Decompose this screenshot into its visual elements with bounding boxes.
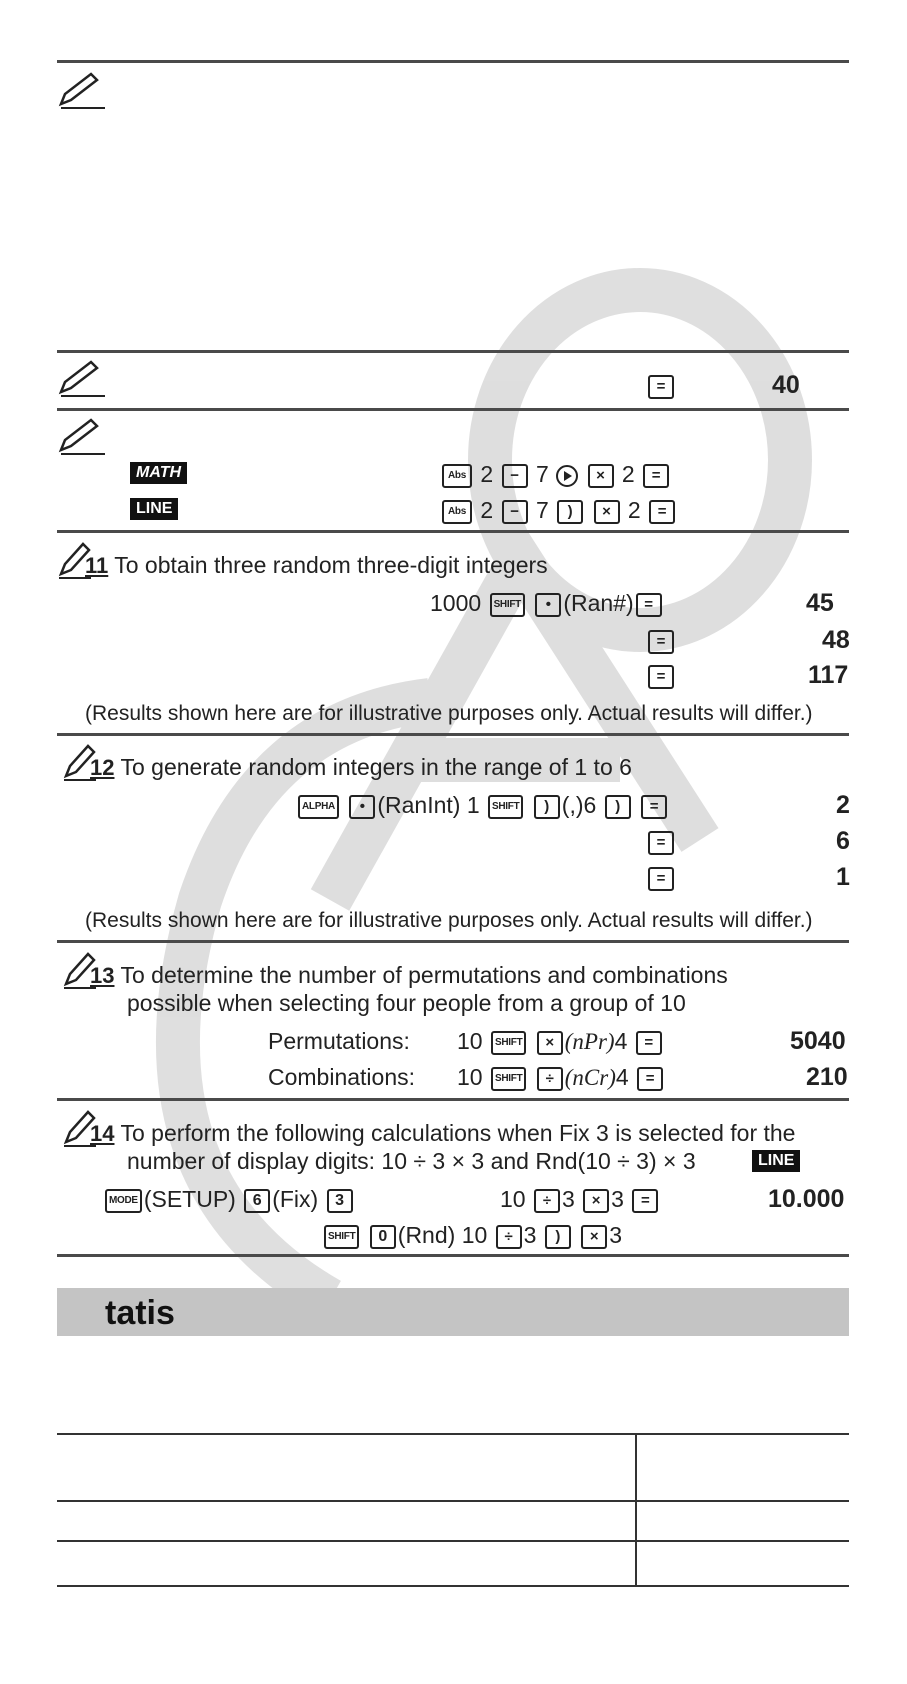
paren-key: ) (557, 500, 583, 524)
equals-key: = (648, 630, 674, 654)
example-13-title-line2: possible when selecting four people from a group of 10 (127, 990, 686, 1016)
e12-keys: ALPHA • (RanInt) 1 SHIFT ) (,)6 ) = (296, 792, 669, 819)
perm-keys: 10 SHIFT × (nPr)4 = (457, 1028, 664, 1055)
pencil-icon (57, 72, 109, 112)
comb-label: Combinations: (268, 1064, 416, 1090)
minus-key: − (502, 464, 528, 488)
example-14-header: 14 To perform the following calculations when Fix 3 is selected for the (90, 1120, 796, 1146)
rnd-keys: SHIFT 0 (Rnd) 10 ÷ 3 ) × 3 (322, 1222, 622, 1249)
rule-abs (57, 408, 849, 411)
fix-calc-keys: 10 ÷ 3 × 3 = (500, 1186, 660, 1213)
six-key: 6 (244, 1189, 270, 1213)
times-key: × (594, 500, 620, 524)
pencil-icon (57, 360, 109, 400)
zero-key: 0 (370, 1225, 396, 1249)
three-key: 3 (327, 1189, 353, 1213)
e12-note: (Results shown here are for illustrative purposes only. Actual results will differ.) (85, 909, 813, 932)
rule-e12 (57, 733, 849, 736)
table-column-divider (635, 1433, 637, 1585)
example-11-title: To obtain three random three-digit integers (114, 552, 548, 578)
alpha-key: ALPHA (298, 795, 339, 819)
abs-line-keys: Abs 2 − 7 ) × 2 = (440, 497, 677, 524)
shift-key: SHIFT (324, 1225, 359, 1249)
equals-key-row (646, 864, 676, 891)
e11-note: (Results shown here are for illustrative purposes only. Actual results will differ.) (85, 702, 813, 725)
paren-key: ) (605, 795, 631, 819)
example-14-title-line1: To perform the following calculations when Fix 3 is selected for the (120, 1120, 796, 1146)
line-mode-badge: LINE (130, 498, 178, 520)
mode-key: MODE (105, 1189, 142, 1213)
table-rule (57, 1433, 849, 1435)
times-key: × (583, 1189, 609, 1213)
equals-key-row (646, 627, 676, 654)
times-key: × (588, 464, 614, 488)
section-banner (57, 1288, 849, 1336)
top-rule (57, 60, 849, 63)
abs-math-keys: Abs 2 − 7 × 2 = (440, 461, 671, 488)
result-40: 40 (772, 371, 800, 399)
abs-key: Abs (442, 500, 472, 524)
e11-keys: 1000 SHIFT • (Ran#) = (430, 590, 664, 617)
shift-key: SHIFT (488, 795, 523, 819)
line-mode-badge: LINE (752, 1150, 800, 1172)
equals-key: = (632, 1189, 658, 1213)
example-12-title: To generate random integers in the range of 1 to 6 (120, 754, 632, 780)
paren-key: ) (545, 1225, 571, 1249)
e11-result-2: 48 (822, 626, 850, 654)
table-rule (57, 1500, 849, 1502)
times-key: × (581, 1225, 607, 1249)
table-rule (57, 1585, 849, 1587)
divide-key: ÷ (534, 1189, 560, 1213)
e12-result-3: 1 (836, 863, 850, 891)
shift-key: SHIFT (491, 1067, 526, 1091)
comb-keys: 10 SHIFT ÷ (nCr)4 = (457, 1064, 665, 1091)
e11-result-3: 117 (808, 661, 849, 689)
rule-e40 (57, 350, 849, 353)
paren-key: ) (534, 795, 560, 819)
dot-key: • (535, 593, 561, 617)
abs-key: Abs (442, 464, 472, 488)
equals-key: = (648, 831, 674, 855)
dot-key: • (349, 795, 375, 819)
e12-result-1: 2 (836, 791, 850, 819)
equals-key: = (641, 795, 667, 819)
example-12-header: 12 To generate random integers in the range of 1 to 6 (90, 754, 632, 780)
comb-result: 210 (806, 1063, 848, 1091)
example-13-header: 13 To determine the number of permutations and combinations (90, 962, 728, 988)
divide-key: ÷ (537, 1067, 563, 1091)
times-key: × (537, 1031, 563, 1055)
equals-key: = (648, 867, 674, 891)
divide-key: ÷ (496, 1225, 522, 1249)
section-title: tatis (105, 1294, 175, 1332)
equals-key: = (636, 1031, 662, 1055)
equals-key: = (649, 500, 675, 524)
fix-result: 10.000 (768, 1185, 845, 1213)
equals-key: = (636, 593, 662, 617)
equals-key-row (646, 828, 676, 855)
equals-key-row (646, 662, 676, 689)
rule-e14 (57, 1098, 849, 1101)
rule-bottom (57, 1254, 849, 1257)
math-mode-badge: MATH (130, 462, 187, 484)
e11-result-1: 45 (806, 589, 834, 617)
example-13-title-line1: To determine the number of permutations and combinations (120, 962, 728, 988)
e12-result-2: 6 (836, 827, 850, 855)
perm-label: Permutations: (268, 1028, 410, 1054)
shift-key: SHIFT (490, 593, 525, 617)
perm-result: 5040 (790, 1027, 846, 1055)
minus-key: − (502, 500, 528, 524)
pencil-icon (57, 418, 109, 458)
equals-key: = (637, 1067, 663, 1091)
rule-e11 (57, 530, 849, 533)
equals-key: = (648, 375, 674, 399)
rule-e13 (57, 940, 849, 943)
table-rule (57, 1540, 849, 1542)
example-14-title-line2: number of display digits: 10 ÷ 3 × 3 and Rnd(10 ÷ 3) × 3 (127, 1148, 696, 1174)
example-11-header: 11 To obtain three random three-digit integers (85, 552, 548, 578)
equals-key: = (648, 665, 674, 689)
equals-key: = (643, 464, 669, 488)
shift-key: SHIFT (491, 1031, 526, 1055)
equals-key-row (646, 372, 676, 399)
right-arrow-key-icon (555, 464, 579, 488)
setup-keys: MODE (SETUP) 6 (Fix) 3 (103, 1186, 355, 1213)
